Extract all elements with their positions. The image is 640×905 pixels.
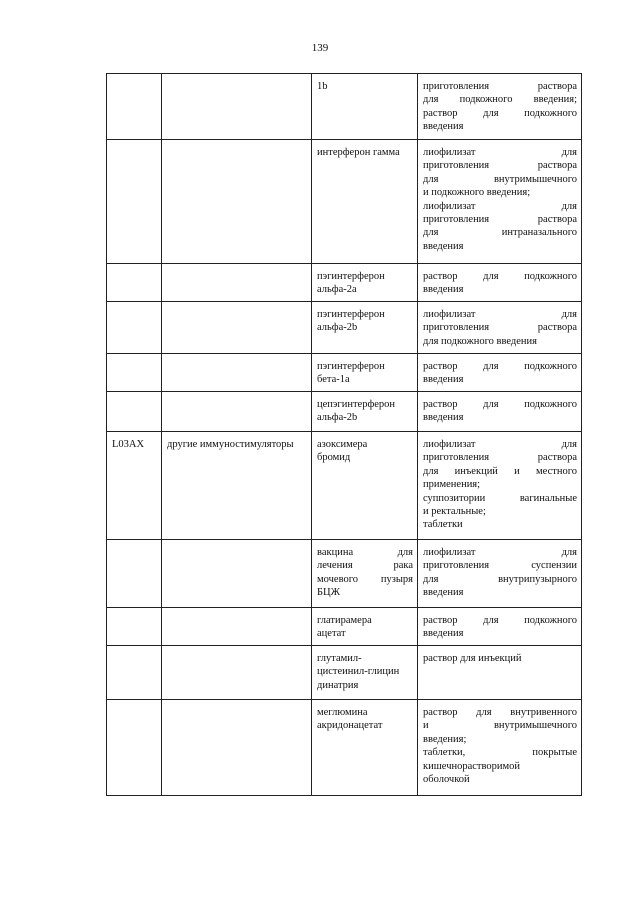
- atc-code-cell: [107, 432, 162, 540]
- text-line: цепэгинтерферон: [317, 399, 396, 410]
- dosage-form-cell: [418, 432, 582, 540]
- text-line: динатрия: [317, 679, 359, 691]
- table-row: [107, 392, 582, 432]
- text-line: введения: [423, 412, 464, 424]
- text-line: раствор для инъекций: [423, 653, 522, 664]
- text-line: таблетки, покрытые: [423, 747, 577, 759]
- text-line: для подкожного введения: [423, 335, 537, 347]
- text-line: пэгинтерферон: [317, 271, 385, 282]
- page-number: 139: [311, 42, 329, 54]
- text-line: раствор для подкожного: [423, 107, 577, 119]
- text-line: раствор для подкожного: [423, 361, 577, 372]
- atc-code-cell: [107, 392, 162, 432]
- dosage-form-cell: [418, 354, 582, 392]
- text-line: приготовления раствора: [423, 452, 577, 464]
- group-cell: [162, 264, 312, 302]
- drug-name-cell: [312, 302, 418, 354]
- dosage-form-cell: [418, 608, 582, 646]
- text-line: альфа-2b: [317, 322, 358, 334]
- text-line: введения: [423, 587, 464, 599]
- text-line: и ректальные;: [423, 506, 486, 518]
- group-cell: [162, 700, 312, 796]
- drug-name-cell: [312, 432, 418, 540]
- atc-code-cell: [107, 140, 162, 264]
- text-line: для внутримышечного: [423, 173, 577, 185]
- atc-code-cell: [107, 608, 162, 646]
- atc-code-cell: [107, 264, 162, 302]
- text-line: интерферон гамма: [317, 147, 400, 158]
- table-row: [107, 700, 582, 796]
- drug-name-cell: [312, 392, 418, 432]
- text-line: меглюмина: [317, 707, 368, 718]
- dosage-form-cell: [418, 392, 582, 432]
- text-line: и внутримышечного: [423, 720, 577, 732]
- atc-code-cell: [107, 646, 162, 700]
- drug-name-cell: [312, 140, 418, 264]
- table-row: [107, 302, 582, 354]
- text-line: введения: [423, 240, 464, 252]
- dosage-form-cell: [418, 302, 582, 354]
- text-line: ацетат: [317, 628, 346, 640]
- table-row: [107, 264, 582, 302]
- text-line: введения: [423, 374, 464, 386]
- drug-name-cell: [312, 264, 418, 302]
- text-line: для инъекций и местного: [423, 465, 577, 477]
- dosage-form-cell: [418, 646, 582, 700]
- text-line: для подкожного введения;: [423, 94, 577, 106]
- group-cell: [162, 646, 312, 700]
- text-line: бромид: [317, 452, 351, 464]
- text-line: кишечнорастворимой: [423, 760, 521, 772]
- text-line: мочевого пузыря: [317, 573, 413, 585]
- atc-code-cell: [107, 354, 162, 392]
- atc-code-cell: [107, 74, 162, 140]
- table-row: [107, 540, 582, 608]
- text-line: лиофилизат для: [423, 309, 577, 320]
- text-line: лиофилизат для: [423, 147, 577, 158]
- text-line: вакцина для: [317, 547, 413, 558]
- cell-text: другие иммуностимуляторы: [167, 439, 294, 450]
- group-cell: [162, 432, 312, 540]
- text-line: приготовления раствора: [423, 214, 577, 226]
- dosage-form-cell: [418, 700, 582, 796]
- text-line: применения;: [423, 479, 481, 491]
- text-line: приготовления раствора: [423, 81, 577, 92]
- text-line: альфа-2b: [317, 412, 358, 424]
- text-line: лечения рака: [317, 560, 413, 572]
- text-line: раствор для подкожного: [423, 399, 577, 410]
- table-row: [107, 432, 582, 540]
- table-row: [107, 354, 582, 392]
- text-line: приготовления раствора: [423, 322, 577, 334]
- text-line: глутамил-: [317, 653, 362, 664]
- atc-code-cell: [107, 302, 162, 354]
- drug-name-cell: [312, 646, 418, 700]
- atc-code-cell: [107, 540, 162, 608]
- drug-name-cell: [312, 540, 418, 608]
- atc-code-cell: [107, 700, 162, 796]
- drug-name-cell: [312, 74, 418, 140]
- text-line: лиофилизат для: [423, 200, 577, 212]
- dosage-form-cell: [418, 264, 582, 302]
- text-line: суппозитории вагинальные: [423, 492, 577, 504]
- text-line: пэгинтерферон: [317, 309, 385, 320]
- group-cell: [162, 354, 312, 392]
- group-cell: [162, 392, 312, 432]
- text-line: раствор для внутривенного: [423, 707, 577, 718]
- cell-text: L03AX: [112, 439, 145, 450]
- text-line: альфа-2а: [317, 284, 357, 296]
- table-row: [107, 608, 582, 646]
- group-cell: [162, 608, 312, 646]
- text-line: введения;: [423, 733, 467, 745]
- group-cell: [162, 140, 312, 264]
- text-line: акридонацетат: [317, 720, 383, 732]
- text-line: азоксимера: [317, 439, 368, 450]
- table-row: [107, 646, 582, 700]
- dosage-form-cell: [418, 74, 582, 140]
- drug-name-cell: [312, 700, 418, 796]
- text-line: приготовления раствора: [423, 160, 577, 172]
- text-line: для интраназального: [423, 227, 577, 239]
- text-line: оболочкой: [423, 774, 470, 786]
- text-line: введения: [423, 628, 464, 640]
- text-line: и подкожного введения;: [423, 187, 531, 199]
- drug-table: [106, 73, 582, 796]
- table-row: [107, 74, 582, 140]
- text-line: лиофилизат для: [423, 439, 577, 450]
- text-line: приготовления суспензии: [423, 560, 577, 572]
- text-line: раствор для подкожного: [423, 615, 577, 626]
- group-cell: [162, 74, 312, 140]
- text-line: раствор для подкожного: [423, 271, 577, 282]
- text-line: для внутрипузырного: [423, 573, 577, 585]
- text-line: таблетки: [423, 519, 463, 531]
- dosage-form-cell: [418, 140, 582, 264]
- drug-name-cell: [312, 608, 418, 646]
- text-line: лиофилизат для: [423, 547, 577, 558]
- dosage-form-cell: [418, 540, 582, 608]
- text-line: глатирамера: [317, 615, 372, 626]
- text-line: 1b: [317, 81, 328, 92]
- text-line: БЦЖ: [317, 587, 341, 599]
- group-cell: [162, 540, 312, 608]
- table-row: [107, 140, 582, 264]
- text-line: введения: [423, 121, 464, 133]
- text-line: цистеинил-глицин: [317, 666, 400, 678]
- text-line: бета-1а: [317, 374, 350, 386]
- text-line: пэгинтерферон: [317, 361, 385, 372]
- drug-name-cell: [312, 354, 418, 392]
- text-line: введения: [423, 284, 464, 296]
- group-cell: [162, 302, 312, 354]
